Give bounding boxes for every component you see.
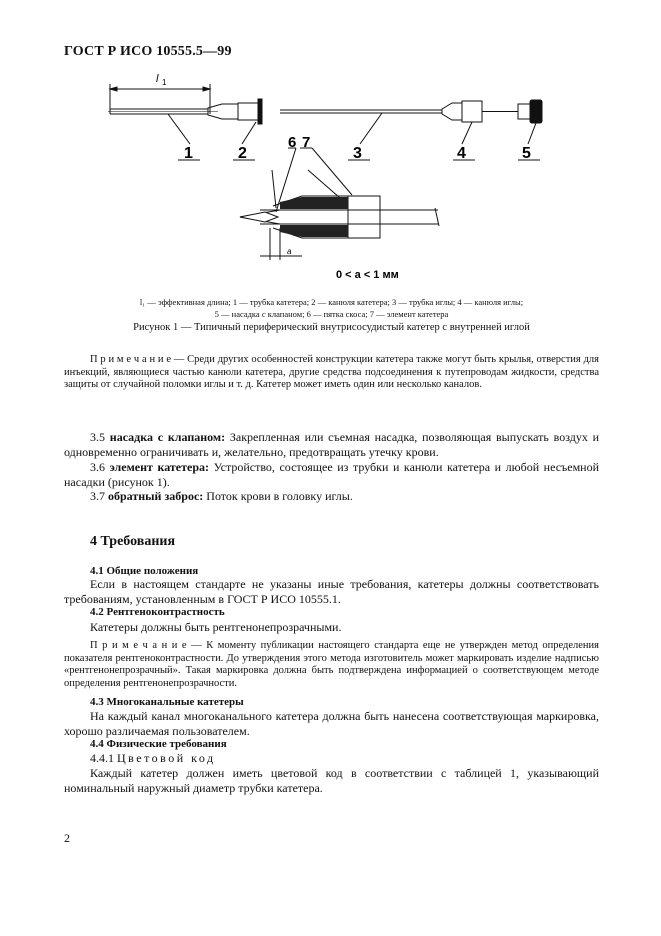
definition-3-6 xyxy=(64,460,599,490)
hatch-bottom xyxy=(280,225,348,237)
document-header: ГОСТ Р ИСО 10555.5—99 xyxy=(64,44,232,59)
section-4-3-heading: 4.3 Многоканальные катетеры xyxy=(90,696,244,708)
definition-term: элемент катетера: xyxy=(109,460,209,474)
detail-dim-label: a xyxy=(287,247,292,256)
section-4-2-text: Катетеры должны быть рентгенонепрозрачными. xyxy=(90,620,342,634)
callout-7: 7 xyxy=(302,134,311,151)
definition-3-5 xyxy=(64,430,599,460)
subsection-title: Цветовой код xyxy=(117,751,216,765)
callout-4: 4 xyxy=(457,145,466,162)
note-1 xyxy=(64,354,599,392)
subsection-number: 4.4.1 xyxy=(90,751,114,765)
callout-3: 3 xyxy=(353,145,362,162)
dimension-arrow-left xyxy=(110,87,117,91)
definition-number: 3.6 xyxy=(90,460,105,474)
definition-text: Устройство, состоящее из трубки и канюли катетера и любой несъемной насадки (рисунок 1). xyxy=(64,460,600,489)
figure-legend-line1: l₁ — эффективная длина; 1 — трубка катетера; 2 — канюля катетера; 3 — трубка иглы; 4 — канюля иглы; xyxy=(139,297,524,307)
callout-6: 6 xyxy=(288,134,297,151)
callout-5: 5 xyxy=(522,145,531,162)
definition-number: 3.5 xyxy=(90,430,105,444)
callout-2: 2 xyxy=(238,145,247,162)
definition-text: Закрепленная или съемная насадка, позволяющая выпускать воздух и одновременно ограничивать и, желательно, предотвращать утечку крови. xyxy=(64,430,600,459)
definition-term: обратный заброс: xyxy=(108,489,204,503)
section-4-1-text: Если в настоящем стандарте не указаны иные требования, катетеры должны соответствовать требованиям, установленным в ГОСТ Р ИСО 10555.1. xyxy=(64,577,599,606)
section-4-1-heading: 4.1 Общие положения xyxy=(90,565,199,577)
definition-term: насадка с клапаном: xyxy=(109,430,226,444)
definition-text: Поток крови в головку иглы. xyxy=(206,489,353,503)
dimension-label: l xyxy=(156,73,159,85)
section-4-4-1-text: Каждый катетер должен иметь цветовой код в соответствии с таблицей 1, указывающий номинальный наружный диаметр трубки катетера. xyxy=(64,766,599,795)
page-number: 2 xyxy=(64,831,70,845)
note-2 xyxy=(64,640,599,690)
section-4-3-text: На каждый канал многоканального катетера должна быть нанесена соответствующая маркировка, хорошо различаемая пользователем. xyxy=(64,709,599,738)
dimension-subscript: 1 xyxy=(162,78,167,87)
dimension-arrow-right xyxy=(203,87,210,91)
figure-caption: Рисунок 1 — Типичный периферический внутрисосудистый катетер с внутренней иглой xyxy=(133,322,530,333)
definition-number: 3.7 xyxy=(90,489,105,503)
section-4-2-heading: 4.2 Рентгеноконтрастность xyxy=(90,606,225,618)
range-label: 0 < a < 1 мм xyxy=(336,269,399,281)
definition-3-7 xyxy=(64,489,599,504)
hatch-top xyxy=(280,197,348,209)
note-2-text: К моменту публикации настоящего стандарта еще не утвержден метод определения показателя рентгеноконтрастности. До утверждения этого метода изготовитель может маркировать изделие надписью «рентгенонепрозрачный». Такая маркировка должна быть подтверждена информацией о соответствующем методе определения рентгенонепрозрачности. xyxy=(64,640,599,689)
note-1-text: Среди других особенностей конструкции катетера также могут быть крылья, отверстия для инъекций, являющиеся частью канюли катетера, другие средства подсоединения к путепроводам жидкости, средства защиты от случайной поломки иглы и т. д. Катетер может иметь один или несколько каналов. xyxy=(64,354,599,390)
catheter-figure xyxy=(90,70,590,290)
section-4-heading: 4 Требования xyxy=(90,534,176,549)
callout-1: 1 xyxy=(184,145,193,162)
section-4-4-1-heading xyxy=(90,751,599,766)
figure-legend-line2: 5 — насадка с клапаном; 6 — пятка скоса; 7 — элемент катетера xyxy=(214,309,449,319)
section-4-4-heading: 4.4 Физические требования xyxy=(90,738,227,750)
note-1-label: П р и м е ч а н и е — xyxy=(90,354,185,365)
note-2-label: П р и м е ч а н и е — xyxy=(90,640,202,651)
